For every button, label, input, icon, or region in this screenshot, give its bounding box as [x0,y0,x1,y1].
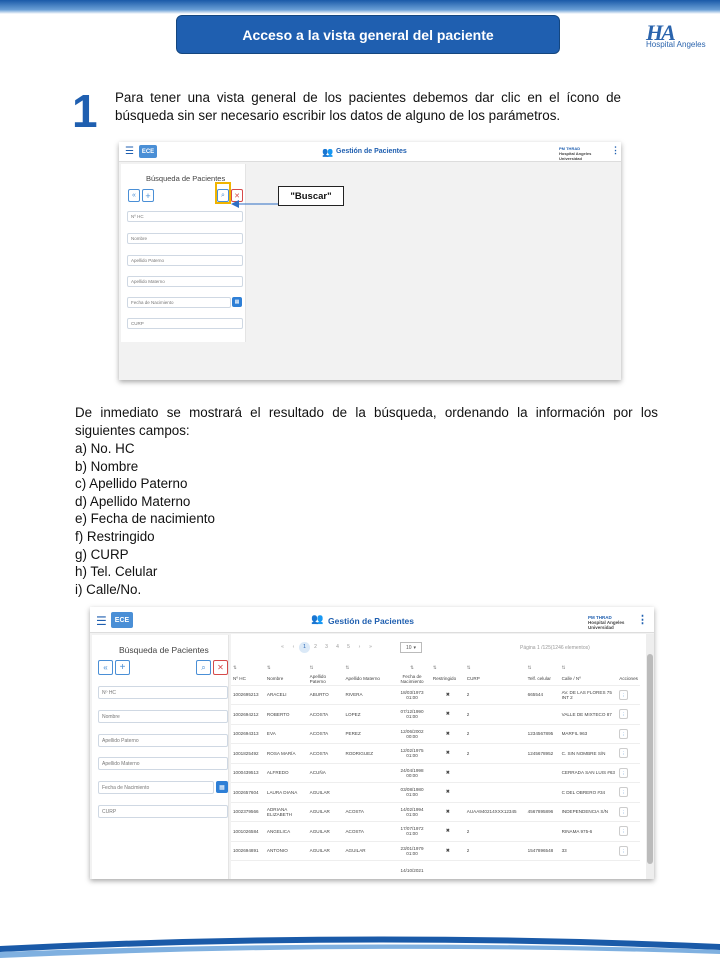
actions-cell [617,744,640,764]
scrollbar-thumb[interactable] [647,654,653,864]
table-row[interactable] [231,724,640,744]
user-hospital: Hospital Angeles Universidad [559,151,592,161]
sort-icon[interactable]: ⇅ [561,664,566,670]
row-actions-button[interactable]: ⋮ [619,768,628,778]
search-callout: "Buscar" [278,186,344,206]
table-cell: PEREZ [345,731,361,737]
table-cell: ROBERTO [266,711,290,717]
kebab-icon[interactable]: ⋮ [611,145,620,155]
name-input[interactable]: Nombre [127,233,243,244]
column-header: Acciones [619,676,638,682]
table-row[interactable] [231,783,640,803]
user-hospital: Hospital Angeles Universidad [588,620,625,630]
row-actions-button[interactable]: ⋮ [619,846,628,856]
table-cell: ✖ [445,808,450,815]
table-cell: 12/06/2002 00:00 [400,728,424,739]
table-cell: 1002694891 [233,848,259,854]
column-header[interactable]: Restringido [432,676,457,682]
table-cell: ACOSTA [309,731,329,737]
table-cell: ✖ [445,847,450,854]
calendar-icon[interactable]: ▦ [216,781,228,793]
table-row[interactable] [231,744,640,764]
table-cell: 4567895896 [527,809,554,815]
table-row[interactable] [231,841,640,861]
table-cell [265,861,308,880]
table-cell: 1234567895 [527,731,554,737]
actions-cell [617,783,640,803]
table-cell: 07/12/1990 01:00 [400,709,424,720]
list-item: a) No. HC [75,441,135,456]
table-row[interactable] [231,685,640,705]
calendar-icon[interactable]: ▦ [232,297,242,307]
list-item: h) Tel. Celular [75,564,158,580]
table-cell: ADRIANA ELIZABETH [266,806,292,817]
table-cell: 2 [466,828,470,834]
app-title: Gestión de Pacientes [336,148,407,155]
table-cell: 17/07/1972 01:00 [400,826,424,837]
table-cell: 2 [466,848,470,854]
column-header[interactable]: Apellido Materno [345,676,380,682]
table-cell: 23/01/1979 01:00 [400,845,424,856]
table-cell: 1001026584 [233,828,259,834]
page-size-value: 10 [405,644,412,651]
actions-cell [617,861,640,880]
table-cell: 24/04/1998 00:00 [400,767,424,778]
column-header[interactable]: Apellido Paterno [309,673,327,684]
table-cell [465,783,526,803]
row-actions-button[interactable]: ⋮ [619,690,628,700]
actions-cell [617,841,640,861]
table-cell: 14/10/2021 [400,868,424,873]
table-cell [526,783,560,803]
table-cell: ABURTO [309,692,329,698]
sort-icon[interactable]: ⇅ [345,664,350,670]
result-description: De inmediato se mostrará el resultado de la búsqueda, ordenando la información por los siguientes campos: [75,405,658,438]
table-cell [465,763,526,783]
bottom-decor-swoosh [0,926,720,960]
hospital-logo [640,20,708,54]
table-cell: 1001825492 [233,750,259,756]
column-header[interactable]: Telf. celular [527,676,551,682]
list-item: b) Nombre [75,458,139,474]
next-page-button[interactable]: › [358,644,361,650]
row-actions-button[interactable]: ⋮ [619,807,628,817]
table-row[interactable] [231,861,640,880]
table-cell [231,861,265,880]
table-cell: AUAA940214XXX12345 [466,809,517,815]
table-row[interactable] [231,802,640,822]
table-cell: RINAMA 975-6 [561,828,593,834]
table-cell [431,861,465,880]
hc-input[interactable]: Nº HC [98,686,228,699]
pagination [277,642,376,653]
header-row [231,673,640,685]
page-button[interactable]: 3 [325,644,328,650]
user-name-text: PM THRAD [559,146,581,151]
table-cell: AGUILAR [309,809,330,815]
actions-cell [617,802,640,822]
table-cell: 2 [466,711,470,717]
table-cell: 1002694212 [233,711,259,717]
list-item: f) Restringido [75,528,155,544]
name-input[interactable]: Nombre [98,710,228,723]
table-cell: RODRIGUEZ [345,750,374,756]
step-number: 1 [72,85,98,137]
table-cell [560,861,618,880]
table-cell: 1002379566 [233,809,259,815]
plus-icon[interactable]: + [142,189,154,202]
table-cell: C DEL OBRERO #34 [561,789,606,795]
row-actions-button[interactable]: ⋮ [619,748,628,758]
table-cell: 1002695213 [233,692,259,698]
panel-title: Búsqueda de Pacientes [146,174,226,183]
maternal-surname-input[interactable]: Apellido Materno [127,276,243,287]
sort-icon[interactable]: ⇅ [410,664,414,670]
users-icon: 👥 [322,147,334,157]
table-cell: ✖ [445,691,450,698]
table-cell: 2 [466,750,470,756]
search-panel [92,635,229,879]
table-cell: 03/08/1980 01:00 [400,787,424,798]
page-title: Acceso a la vista general del paciente [176,15,560,54]
table-cell: AV. DE LAS FLORES 75 INT 2 [561,689,612,700]
callout-arrow [231,195,279,209]
table-cell: ACUÑA [309,770,326,776]
table-cell: ACOSTA [309,750,329,756]
table-cell: 1002657604 [233,789,259,795]
table-cell: 14/02/1994 01:00 [400,806,424,817]
list-item: i) Calle/No. [75,581,142,597]
results-table-area [231,634,646,879]
table-cell: EVA [266,731,276,737]
table-cell: ✖ [445,789,450,796]
first-page-button[interactable]: « [281,644,284,650]
sort-icon[interactable]: ⇅ [233,664,237,670]
table-cell: 2 [466,692,470,698]
table-cell [465,861,526,880]
last-page-button[interactable]: » [369,644,372,650]
empty-cell [617,662,640,673]
table-cell: ACOSTA [345,809,365,815]
hc-input[interactable]: Nº HC [127,211,243,222]
table-cell: ✖ [445,730,450,737]
close-icon[interactable]: ✕ [231,189,243,202]
page-info: Página 1 /125(1246 elementos) [520,645,590,651]
results-screenshot [90,607,654,879]
row-actions-button[interactable]: ⋮ [619,709,628,719]
table-cell: C. SIN NOMBRE S/N [561,750,606,756]
prev-page-button[interactable]: ‹ [292,644,295,650]
plus-icon[interactable]: + [115,660,130,675]
list-item: d) Apellido Materno [75,493,191,509]
results-table [231,662,640,879]
column-header[interactable]: Nº HC [233,676,246,682]
column-header[interactable]: Calle / Nº [561,676,581,682]
table-cell: 2 [466,731,470,737]
search-highlight-box [215,182,231,204]
search-icon[interactable]: ⌕ [196,660,211,675]
table-cell [526,763,560,783]
table-body [231,685,640,879]
table-cell: 1002694313 [233,731,259,737]
table-cell [526,822,560,842]
search-icon[interactable]: ⌕ [217,189,229,202]
table-cell: LAURA DIANA [266,789,298,795]
table-cell: 18/03/1973 01:00 [400,689,424,700]
table-cell: ✖ [445,750,450,757]
menu-icon[interactable]: ☰ [96,614,107,628]
user-name-text: PM THRAD [588,615,612,620]
panel-title: Búsqueda de Pacientes [119,645,209,655]
curp-input[interactable]: CURP [98,805,228,818]
birthdate-input[interactable]: Fecha de Nacimiento [127,297,231,308]
app-title: Gestión de Pacientes [328,616,414,626]
table-cell: ARACELI [266,692,287,698]
page-button[interactable]: 1 [299,642,310,653]
column-header[interactable]: CURP [466,676,480,682]
actions-cell [617,724,640,744]
page-button[interactable]: 2 [314,644,317,650]
table-cell: AGUILAR [309,789,330,795]
sort-icon[interactable]: ⇅ [432,664,437,670]
table-cell: ✖ [445,828,450,835]
table-cell: ANGELICA [266,828,291,834]
chevron-down-icon: ▾ [413,644,417,651]
paternal-surname-input[interactable]: Apellido Paterno [98,734,228,747]
table-cell: ✖ [445,711,450,718]
table-cell: RIVERA [345,692,363,698]
logo-name: Hospital Angeles [646,40,706,49]
step-instruction: Para tener una vista general de los pacientes debemos dar clic en el ícono de búsqueda sin ser necesario escribir los datos de alguno de los parámetros. [115,90,621,123]
table-cell: VALLE DE MIXTECO 87 [561,711,612,717]
column-header[interactable]: Fecha de Nacimiento [400,673,424,684]
table-cell: AGUILAR [309,828,330,834]
row-actions-button[interactable]: ⋮ [619,729,628,739]
table-cell: LOPEZ [345,711,361,717]
row-actions-button[interactable]: ⋮ [619,826,628,836]
row-actions-button[interactable]: ⋮ [619,787,628,797]
table-cell: 33 [561,848,567,854]
sort-icon[interactable]: ⇅ [527,664,532,670]
sort-icon[interactable]: ⇅ [309,664,314,670]
birthdate-input[interactable]: Fecha de Nacimiento [98,781,214,794]
paternal-surname-input[interactable]: Apellido Paterno [127,255,243,266]
table-cell [526,705,560,725]
table-cell: ACOSTA [345,828,365,834]
table-cell: AGUILAR [345,848,366,854]
users-icon: 👥 [311,614,324,625]
table-cell: ROSA MARÍA [266,750,296,756]
double-chevron-left-icon[interactable]: « [128,189,140,202]
table-cell: CERRADA SAN LUIS #63 [561,770,615,776]
table-cell: AGUILAR [309,848,330,854]
table-row[interactable] [231,763,640,783]
sort-row [231,662,640,673]
table-cell: ACOSTA [309,711,329,717]
curp-input[interactable]: CURP [127,318,243,329]
table-row[interactable] [231,822,640,842]
kebab-icon[interactable]: ⋮ [637,614,648,626]
fields-list [75,440,215,598]
menu-icon[interactable]: ☰ [125,146,134,157]
list-item: e) Fecha de nacimiento [75,511,215,527]
table-cell: 1245678952 [527,750,554,756]
user-name [588,615,636,630]
column-header[interactable]: Nombre [266,676,284,682]
actions-cell [617,705,640,725]
sort-icon[interactable]: ⇅ [466,664,471,670]
table-cell: INDEPENDENCIA S/N [561,809,609,815]
app-logo: ECE [111,612,133,628]
close-icon[interactable]: ✕ [213,660,228,675]
table-cell [308,861,344,880]
app-logo: ECE [139,145,157,158]
page-button[interactable]: 4 [336,644,339,650]
page-size-select[interactable] [400,642,422,653]
table-cell: ALFREDO [266,770,289,776]
table-cell: ANTONIO [266,848,288,854]
double-chevron-left-icon[interactable]: « [98,660,113,675]
actions-cell [617,763,640,783]
table-cell [526,861,560,880]
actions-cell [617,685,640,705]
table-cell [343,861,393,880]
sort-icon[interactable]: ⇅ [266,664,271,670]
table-cell [343,763,393,783]
table-cell [343,783,393,803]
app-header [119,142,621,162]
top-decor-stripe [0,0,720,14]
user-name [559,146,599,161]
table-cell: ✖ [445,769,450,776]
list-item: g) CURP [75,546,129,562]
logo-mark: HA [646,20,674,45]
table-cell: 1547896548 [527,848,554,854]
scrollbar[interactable] [646,634,654,879]
table-cell: 1000439513 [233,770,259,776]
app-header [90,607,654,633]
table-cell: 12/02/1975 01:00 [400,748,424,759]
search-screenshot [119,142,621,380]
list-item: c) Apellido Paterno [75,476,188,492]
maternal-surname-input[interactable]: Apellido Materno [98,757,228,770]
table-row[interactable] [231,705,640,725]
page-button[interactable]: 5 [347,644,350,650]
table-cell: MARFIL 963 [561,731,588,737]
table-cell: 665544 [527,692,544,698]
actions-cell [617,822,640,842]
